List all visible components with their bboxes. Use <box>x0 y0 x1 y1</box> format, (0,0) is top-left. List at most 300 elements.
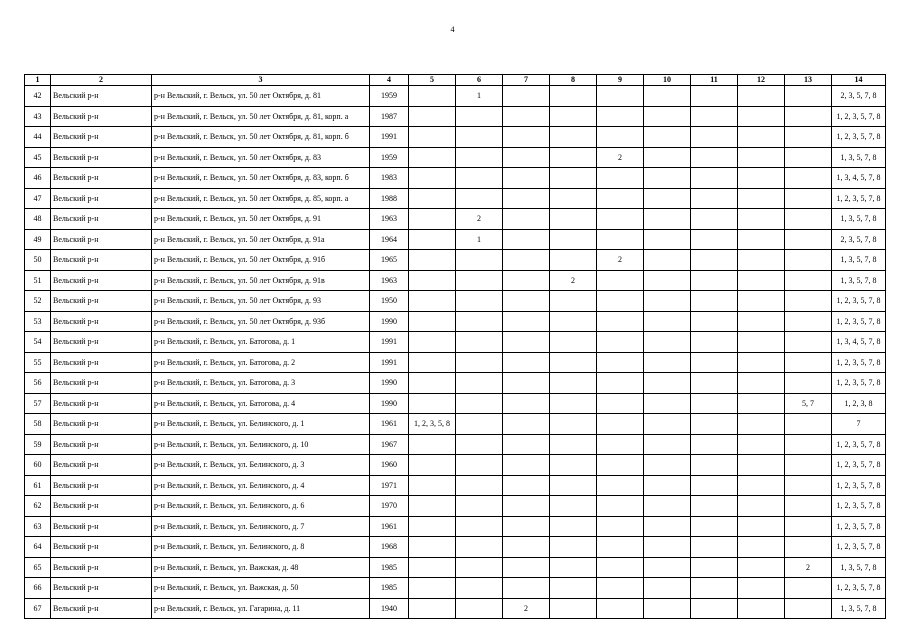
col9-cell <box>597 373 644 394</box>
col6-cell <box>456 332 503 353</box>
year-cell: 1990 <box>370 311 409 332</box>
col11-cell <box>691 311 738 332</box>
col7-cell: 2 <box>503 598 550 619</box>
col8-cell <box>550 516 597 537</box>
col10-cell <box>644 168 691 189</box>
col14-cell: 1, 3, 5, 7, 8 <box>832 598 886 619</box>
column-header-3: 3 <box>152 75 370 86</box>
col10-cell <box>644 414 691 435</box>
col13-cell <box>785 229 832 250</box>
year-cell: 1967 <box>370 434 409 455</box>
col7-cell <box>503 434 550 455</box>
row-number-cell: 59 <box>25 434 51 455</box>
col11-cell <box>691 537 738 558</box>
district-cell: Вельский р-н <box>51 147 152 168</box>
col5-cell <box>409 352 456 373</box>
col9-cell <box>597 229 644 250</box>
col13-cell <box>785 496 832 517</box>
col9-cell <box>597 475 644 496</box>
table-row <box>25 311 886 332</box>
table-row <box>25 250 886 271</box>
col12-cell <box>738 434 785 455</box>
col12-cell <box>738 188 785 209</box>
col5-cell <box>409 434 456 455</box>
col6-cell <box>456 311 503 332</box>
col5-cell <box>409 455 456 476</box>
col14-cell: 1, 2, 3, 5, 7, 8 <box>832 537 886 558</box>
district-cell: Вельский р-н <box>51 455 152 476</box>
col12-cell <box>738 127 785 148</box>
table-row <box>25 557 886 578</box>
col11-cell <box>691 414 738 435</box>
col7-cell <box>503 291 550 312</box>
col13-cell <box>785 598 832 619</box>
col11-cell <box>691 557 738 578</box>
col8-cell <box>550 434 597 455</box>
address-cell: р-н Вельский, г. Вельск, ул. 50 лет Октября, д. 93 <box>152 291 370 312</box>
col14-cell: 2, 3, 5, 7, 8 <box>832 86 886 107</box>
col12-cell <box>738 229 785 250</box>
col7-cell <box>503 147 550 168</box>
col10-cell <box>644 373 691 394</box>
col10-cell <box>644 270 691 291</box>
column-header-13: 13 <box>785 75 832 86</box>
col6-cell <box>456 106 503 127</box>
col6-cell <box>456 516 503 537</box>
col14-cell: 1, 2, 3, 8 <box>832 393 886 414</box>
page-number: 4 <box>450 25 455 34</box>
table-row <box>25 578 886 599</box>
district-cell: Вельский р-н <box>51 578 152 599</box>
col10-cell <box>644 250 691 271</box>
district-cell: Вельский р-н <box>51 373 152 394</box>
col7-cell <box>503 209 550 230</box>
col9-cell <box>597 516 644 537</box>
col8-cell <box>550 598 597 619</box>
col11-cell <box>691 250 738 271</box>
address-cell: р-н Вельский, г. Вельск, ул. Белинского, д. 1 <box>152 414 370 435</box>
address-cell: р-н Вельский, г. Вельск, ул. Белинского, д. 3 <box>152 455 370 476</box>
year-cell: 1959 <box>370 86 409 107</box>
col5-cell <box>409 496 456 517</box>
col9-cell <box>597 414 644 435</box>
year-cell: 1985 <box>370 557 409 578</box>
col7-cell <box>503 578 550 599</box>
col9-cell <box>597 332 644 353</box>
year-cell: 1960 <box>370 455 409 476</box>
col11-cell <box>691 168 738 189</box>
district-cell: Вельский р-н <box>51 250 152 271</box>
col10-cell <box>644 393 691 414</box>
row-number-cell: 49 <box>25 229 51 250</box>
col10-cell <box>644 86 691 107</box>
col10-cell <box>644 291 691 312</box>
col7-cell <box>503 311 550 332</box>
col12-cell <box>738 578 785 599</box>
col6-cell <box>456 373 503 394</box>
district-cell: Вельский р-н <box>51 86 152 107</box>
row-number-cell: 50 <box>25 250 51 271</box>
address-cell: р-н Вельский, г. Вельск, ул. 50 лет Октября, д. 91а <box>152 229 370 250</box>
col14-cell: 1, 3, 5, 7, 8 <box>832 147 886 168</box>
column-header-5: 5 <box>409 75 456 86</box>
col7-cell <box>503 373 550 394</box>
col12-cell <box>738 147 785 168</box>
table-row <box>25 414 886 435</box>
address-cell: р-н Вельский, г. Вельск, ул. Батогова, д. 2 <box>152 352 370 373</box>
col14-cell: 1, 2, 3, 5, 7, 8 <box>832 373 886 394</box>
col6-cell <box>456 455 503 476</box>
year-cell: 1985 <box>370 578 409 599</box>
col7-cell <box>503 352 550 373</box>
col11-cell <box>691 516 738 537</box>
table-row <box>25 475 886 496</box>
column-header-1: 1 <box>25 75 51 86</box>
table-row <box>25 598 886 619</box>
col11-cell <box>691 188 738 209</box>
col6-cell <box>456 414 503 435</box>
col7-cell <box>503 393 550 414</box>
col10-cell <box>644 106 691 127</box>
col9-cell <box>597 188 644 209</box>
column-header-8: 8 <box>550 75 597 86</box>
district-cell: Вельский р-н <box>51 332 152 353</box>
col13-cell <box>785 250 832 271</box>
col10-cell <box>644 332 691 353</box>
address-cell: р-н Вельский, г. Вельск, ул. 50 лет Октября, д. 81, корп. б <box>152 127 370 148</box>
district-cell: Вельский р-н <box>51 516 152 537</box>
col14-cell: 1, 2, 3, 5, 7, 8 <box>832 311 886 332</box>
year-cell: 1959 <box>370 147 409 168</box>
district-cell: Вельский р-н <box>51 537 152 558</box>
column-header-6: 6 <box>456 75 503 86</box>
col11-cell <box>691 106 738 127</box>
col11-cell <box>691 496 738 517</box>
col10-cell <box>644 557 691 578</box>
col7-cell <box>503 127 550 148</box>
row-number-cell: 60 <box>25 455 51 476</box>
col14-cell: 2, 3, 5, 7, 8 <box>832 229 886 250</box>
table-body <box>25 86 886 619</box>
table-row <box>25 352 886 373</box>
address-cell: р-н Вельский, г. Вельск, ул. Белинского, д. 10 <box>152 434 370 455</box>
year-cell: 1991 <box>370 332 409 353</box>
col8-cell <box>550 209 597 230</box>
col5-cell <box>409 209 456 230</box>
table-row <box>25 209 886 230</box>
col8-cell <box>550 86 597 107</box>
row-number-cell: 55 <box>25 352 51 373</box>
col9-cell <box>597 127 644 148</box>
col9-cell <box>597 352 644 373</box>
col8-cell: 2 <box>550 270 597 291</box>
year-cell: 1988 <box>370 188 409 209</box>
address-cell: р-н Вельский, г. Вельск, ул. 50 лет Октября, д. 91 <box>152 209 370 230</box>
col10-cell <box>644 434 691 455</box>
column-header-2: 2 <box>51 75 152 86</box>
col6-cell <box>456 127 503 148</box>
row-number-cell: 43 <box>25 106 51 127</box>
col6-cell <box>456 496 503 517</box>
col8-cell <box>550 557 597 578</box>
year-cell: 1963 <box>370 209 409 230</box>
col5-cell <box>409 168 456 189</box>
district-cell: Вельский р-н <box>51 106 152 127</box>
row-number-cell: 66 <box>25 578 51 599</box>
col14-cell: 1, 3, 5, 7, 8 <box>832 270 886 291</box>
col10-cell <box>644 209 691 230</box>
column-header-11: 11 <box>691 75 738 86</box>
col11-cell <box>691 127 738 148</box>
district-cell: Вельский р-н <box>51 291 152 312</box>
col7-cell <box>503 455 550 476</box>
row-number-cell: 61 <box>25 475 51 496</box>
col10-cell <box>644 127 691 148</box>
col10-cell <box>644 516 691 537</box>
col8-cell <box>550 393 597 414</box>
col13-cell <box>785 291 832 312</box>
col5-cell <box>409 475 456 496</box>
col6-cell <box>456 188 503 209</box>
col8-cell <box>550 127 597 148</box>
col14-cell: 1, 2, 3, 5, 7, 8 <box>832 291 886 312</box>
col5-cell <box>409 270 456 291</box>
header-row <box>25 75 886 86</box>
col12-cell <box>738 332 785 353</box>
col13-cell <box>785 147 832 168</box>
district-cell: Вельский р-н <box>51 188 152 209</box>
col9-cell <box>597 578 644 599</box>
col5-cell <box>409 127 456 148</box>
address-cell: р-н Вельский, г. Вельск, ул. Батогова, д. 3 <box>152 373 370 394</box>
col8-cell <box>550 414 597 435</box>
col13-cell <box>785 270 832 291</box>
col6-cell: 1 <box>456 86 503 107</box>
col11-cell <box>691 434 738 455</box>
table-row <box>25 106 886 127</box>
col7-cell <box>503 557 550 578</box>
col9-cell <box>597 106 644 127</box>
address-cell: р-н Вельский, г. Вельск, ул. Белинского, д. 4 <box>152 475 370 496</box>
table-row <box>25 168 886 189</box>
col10-cell <box>644 537 691 558</box>
year-cell: 1970 <box>370 496 409 517</box>
district-cell: Вельский р-н <box>51 311 152 332</box>
col14-cell: 1, 2, 3, 5, 7, 8 <box>832 496 886 517</box>
year-cell: 1964 <box>370 229 409 250</box>
col13-cell <box>785 516 832 537</box>
column-header-9: 9 <box>597 75 644 86</box>
col5-cell <box>409 86 456 107</box>
district-cell: Вельский р-н <box>51 557 152 578</box>
col11-cell <box>691 209 738 230</box>
year-cell: 1991 <box>370 352 409 373</box>
table-row <box>25 86 886 107</box>
col12-cell <box>738 311 785 332</box>
row-number-cell: 42 <box>25 86 51 107</box>
table-row <box>25 496 886 517</box>
table-row <box>25 188 886 209</box>
year-cell: 1983 <box>370 168 409 189</box>
col5-cell <box>409 291 456 312</box>
year-cell: 1961 <box>370 516 409 537</box>
col7-cell <box>503 537 550 558</box>
col13-cell <box>785 311 832 332</box>
row-number-cell: 52 <box>25 291 51 312</box>
col13-cell <box>785 578 832 599</box>
col13-cell <box>785 86 832 107</box>
col12-cell <box>738 455 785 476</box>
col13-cell <box>785 537 832 558</box>
col14-cell: 1, 2, 3, 5, 7, 8 <box>832 352 886 373</box>
col7-cell <box>503 414 550 435</box>
row-number-cell: 48 <box>25 209 51 230</box>
col14-cell: 1, 3, 5, 7, 8 <box>832 209 886 230</box>
row-number-cell: 58 <box>25 414 51 435</box>
col12-cell <box>738 516 785 537</box>
row-number-cell: 62 <box>25 496 51 517</box>
row-number-cell: 67 <box>25 598 51 619</box>
column-header-12: 12 <box>738 75 785 86</box>
table-row <box>25 127 886 148</box>
row-number-cell: 63 <box>25 516 51 537</box>
column-header-10: 10 <box>644 75 691 86</box>
col11-cell <box>691 332 738 353</box>
col14-cell: 1, 3, 4, 5, 7, 8 <box>832 332 886 353</box>
address-cell: р-н Вельский, г. Вельск, ул. Белинского, д. 6 <box>152 496 370 517</box>
col11-cell <box>691 475 738 496</box>
row-number-cell: 57 <box>25 393 51 414</box>
address-cell: р-н Вельский, г. Вельск, ул. 50 лет Октября, д. 85, корп. а <box>152 188 370 209</box>
col9-cell: 2 <box>597 147 644 168</box>
col12-cell <box>738 496 785 517</box>
year-cell: 1963 <box>370 270 409 291</box>
col5-cell <box>409 393 456 414</box>
col6-cell <box>456 578 503 599</box>
row-number-cell: 47 <box>25 188 51 209</box>
col14-cell: 7 <box>832 414 886 435</box>
col5-cell <box>409 229 456 250</box>
address-cell: р-н Вельский, г. Вельск, ул. Батогова, д. 4 <box>152 393 370 414</box>
district-cell: Вельский р-н <box>51 475 152 496</box>
row-number-cell: 54 <box>25 332 51 353</box>
year-cell: 1961 <box>370 414 409 435</box>
district-cell: Вельский р-н <box>51 598 152 619</box>
col5-cell <box>409 598 456 619</box>
row-number-cell: 51 <box>25 270 51 291</box>
col8-cell <box>550 311 597 332</box>
col13-cell <box>785 188 832 209</box>
column-header-7: 7 <box>503 75 550 86</box>
col5-cell <box>409 311 456 332</box>
col5-cell: 1, 2, 3, 5, 8 <box>409 414 456 435</box>
column-header-4: 4 <box>370 75 409 86</box>
col9-cell <box>597 270 644 291</box>
year-cell: 1990 <box>370 373 409 394</box>
col6-cell: 1 <box>456 229 503 250</box>
col13-cell <box>785 475 832 496</box>
col5-cell <box>409 188 456 209</box>
col11-cell <box>691 86 738 107</box>
col7-cell <box>503 332 550 353</box>
col11-cell <box>691 393 738 414</box>
year-cell: 1965 <box>370 250 409 271</box>
row-number-cell: 46 <box>25 168 51 189</box>
col8-cell <box>550 229 597 250</box>
col8-cell <box>550 537 597 558</box>
col14-cell: 1, 3, 5, 7, 8 <box>832 250 886 271</box>
col10-cell <box>644 229 691 250</box>
col7-cell <box>503 475 550 496</box>
col10-cell <box>644 598 691 619</box>
table-row <box>25 516 886 537</box>
col8-cell <box>550 291 597 312</box>
data-table <box>24 74 886 619</box>
col12-cell <box>738 393 785 414</box>
col6-cell <box>456 537 503 558</box>
col12-cell <box>738 352 785 373</box>
col5-cell <box>409 557 456 578</box>
col11-cell <box>691 147 738 168</box>
col11-cell <box>691 270 738 291</box>
col12-cell <box>738 373 785 394</box>
address-cell: р-н Вельский, г. Вельск, ул. 50 лет Октября, д. 81, корп. а <box>152 106 370 127</box>
address-cell: р-н Вельский, г. Вельск, ул. Белинского, д. 7 <box>152 516 370 537</box>
col9-cell <box>597 557 644 578</box>
year-cell: 1987 <box>370 106 409 127</box>
table-row <box>25 332 886 353</box>
col6-cell <box>456 147 503 168</box>
col8-cell <box>550 496 597 517</box>
col12-cell <box>738 537 785 558</box>
year-cell: 1971 <box>370 475 409 496</box>
col13-cell <box>785 209 832 230</box>
district-cell: Вельский р-н <box>51 168 152 189</box>
col14-cell: 1, 3, 5, 7, 8 <box>832 557 886 578</box>
col9-cell <box>597 168 644 189</box>
year-cell: 1968 <box>370 537 409 558</box>
col5-cell <box>409 106 456 127</box>
col13-cell <box>785 455 832 476</box>
col9-cell <box>597 496 644 517</box>
address-cell: р-н Вельский, г. Вельск, ул. 50 лет Октября, д. 91б <box>152 250 370 271</box>
col10-cell <box>644 352 691 373</box>
col10-cell <box>644 578 691 599</box>
col5-cell <box>409 250 456 271</box>
col13-cell <box>785 373 832 394</box>
address-cell: р-н Вельский, г. Вельск, ул. 50 лет Октября, д. 93б <box>152 311 370 332</box>
year-cell: 1940 <box>370 598 409 619</box>
col11-cell <box>691 578 738 599</box>
col14-cell: 1, 2, 3, 5, 7, 8 <box>832 106 886 127</box>
col12-cell <box>738 475 785 496</box>
col7-cell <box>503 250 550 271</box>
col13-cell: 2 <box>785 557 832 578</box>
col12-cell <box>738 106 785 127</box>
col11-cell <box>691 229 738 250</box>
col12-cell <box>738 86 785 107</box>
col13-cell <box>785 414 832 435</box>
district-cell: Вельский р-н <box>51 229 152 250</box>
col11-cell <box>691 598 738 619</box>
col5-cell <box>409 578 456 599</box>
col7-cell <box>503 496 550 517</box>
col7-cell <box>503 270 550 291</box>
col7-cell <box>503 106 550 127</box>
col6-cell <box>456 168 503 189</box>
table-row <box>25 291 886 312</box>
col6-cell <box>456 557 503 578</box>
